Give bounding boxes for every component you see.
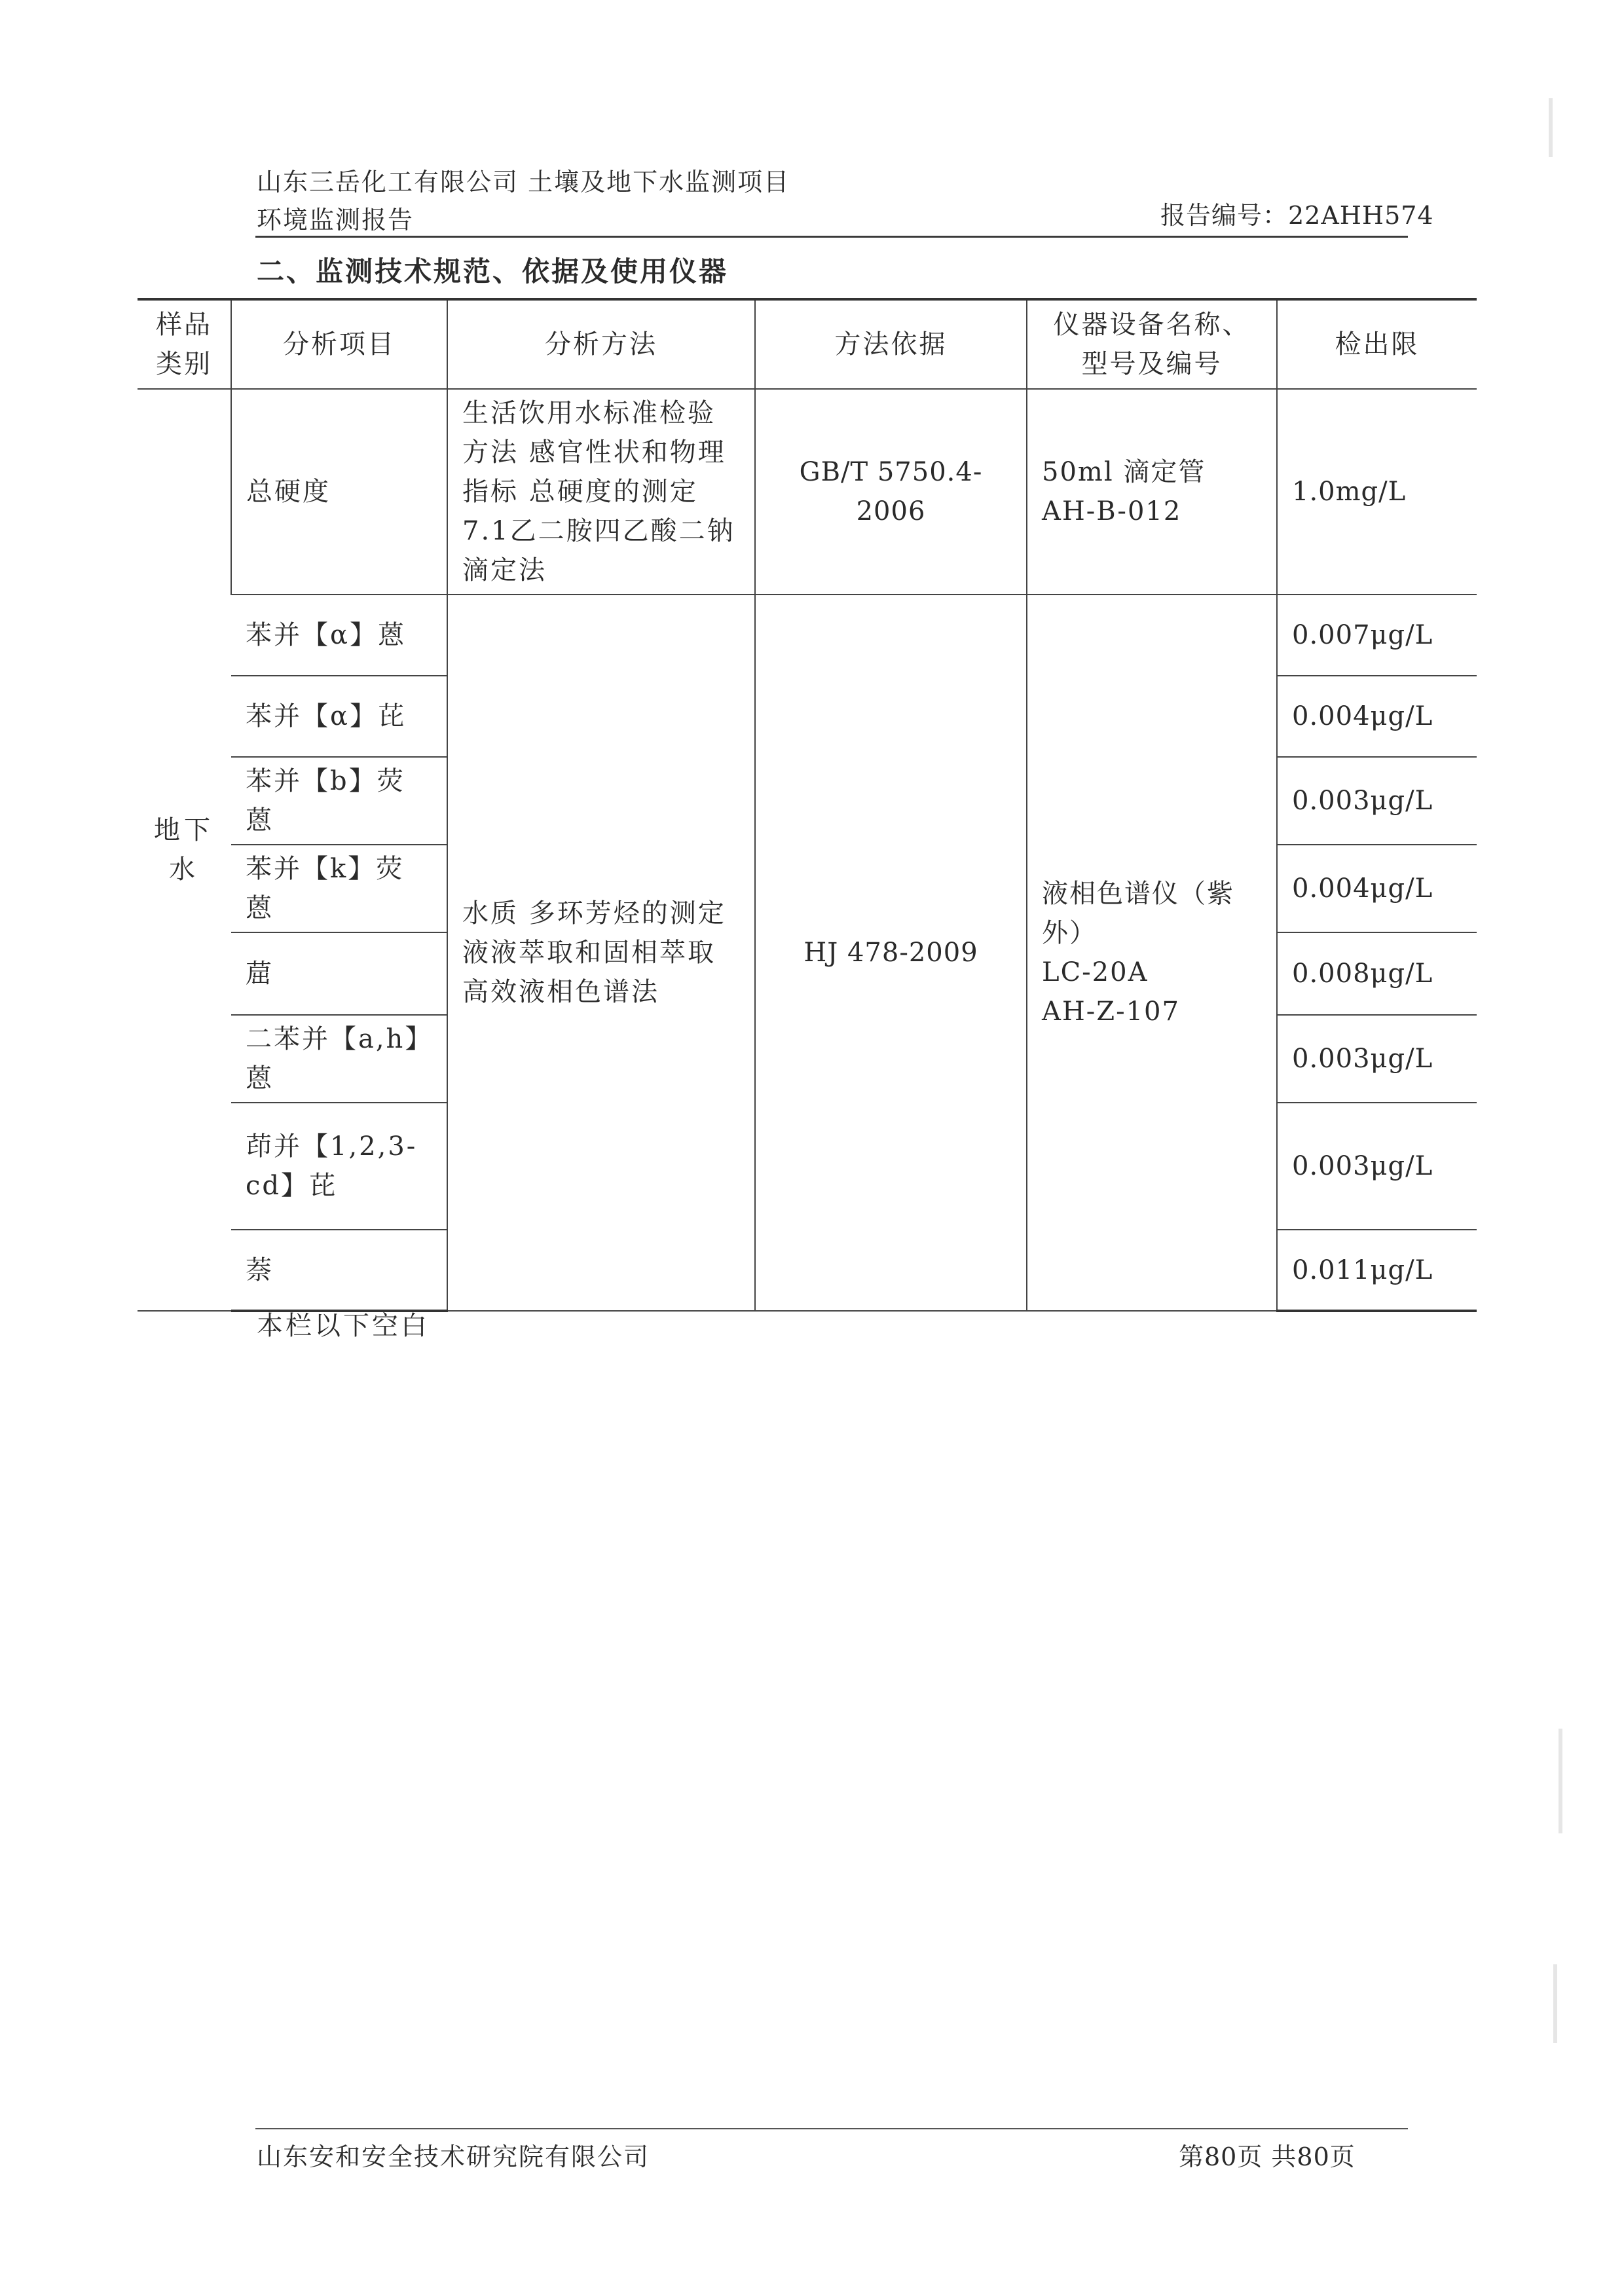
- method-basis: GB/T 5750.4-2006: [755, 389, 1027, 595]
- footer-rule: [255, 2128, 1408, 2129]
- analysis-method: 生活饮用水标准检验方法 感官性状和物理指标 总硬度的测定 7.1乙二胺四乙酸二钠滴定法: [447, 389, 755, 595]
- analysis-item: 二苯并【a,h】蒽: [231, 1015, 447, 1103]
- instrument-name: 液相色谱仪（紫外）: [1042, 879, 1234, 948]
- detection-limit: 0.011μg/L: [1277, 1230, 1477, 1311]
- instrument-id: AH-Z-107: [1042, 997, 1180, 1027]
- col-header-item: 分析项目: [231, 299, 447, 389]
- detection-limit: 0.003μg/L: [1277, 757, 1477, 845]
- instrument: [1027, 595, 1277, 1311]
- analysis-method: 水质 多环芳烃的测定 液液萃取和固相萃取高效液相色谱法: [447, 595, 755, 1311]
- detection-limit: 0.007μg/L: [1277, 595, 1477, 676]
- monitoring-methods-table: [138, 298, 1477, 1312]
- col-header-limit: 检出限: [1277, 299, 1477, 389]
- analysis-item: 䓛: [231, 932, 447, 1015]
- detection-limit: 0.003μg/L: [1277, 1015, 1477, 1103]
- analysis-item: 茚并【1,2,3-cd】芘: [231, 1103, 447, 1230]
- instrument-model: LC-20A: [1042, 957, 1149, 987]
- col-header-instrument: 仪器设备名称、型号及编号: [1027, 299, 1277, 389]
- analysis-item: 苯并【k】荧蒽: [231, 845, 447, 932]
- scan-artifact: [1559, 1729, 1562, 1833]
- detection-limit: 0.008μg/L: [1277, 932, 1477, 1015]
- instrument: [1027, 389, 1277, 595]
- header-rule: [255, 236, 1408, 238]
- table-row: [138, 389, 1477, 595]
- sample-category: 地下水: [138, 389, 231, 1311]
- footer-page-number: 第80页 共80页: [1179, 2142, 1356, 2171]
- analysis-item: 苯并【α】蒽: [231, 595, 447, 676]
- header-company-project: 山东三岳化工有限公司 土壤及地下水监测项目: [257, 168, 790, 196]
- footer-organization: 山东安和安全技术研究院有限公司: [257, 2142, 650, 2171]
- detection-limit: 0.004μg/L: [1277, 676, 1477, 757]
- table-row: [138, 595, 1477, 676]
- instrument-id: AH-B-012: [1042, 496, 1182, 526]
- method-basis: HJ 478-2009: [755, 595, 1027, 1311]
- blank-below-note: 本栏以下空白: [257, 1311, 430, 1341]
- scan-artifact: [1553, 1964, 1557, 2043]
- analysis-item: 苯并【α】芘: [231, 676, 447, 757]
- detection-limit: 1.0mg/L: [1277, 389, 1477, 595]
- analysis-item: 苯并【b】荧蒽: [231, 757, 447, 845]
- table-header-row: [138, 299, 1477, 389]
- detection-limit: 0.003μg/L: [1277, 1103, 1477, 1230]
- analysis-item: 萘: [231, 1230, 447, 1311]
- section-title: 二、监测技术规范、依据及使用仪器: [257, 255, 729, 287]
- instrument-name: 50ml 滴定管: [1042, 457, 1206, 487]
- scan-artifact: [1549, 98, 1553, 157]
- col-header-method: 分析方法: [447, 299, 755, 389]
- header-report-number: 报告编号：22AHH574: [1160, 201, 1434, 230]
- detection-limit: 0.004μg/L: [1277, 845, 1477, 932]
- analysis-item: 总硬度: [231, 389, 447, 595]
- col-header-basis: 方法依据: [755, 299, 1027, 389]
- header-doc-type: 环境监测报告: [257, 206, 415, 234]
- col-header-category: 样品类别: [138, 299, 231, 389]
